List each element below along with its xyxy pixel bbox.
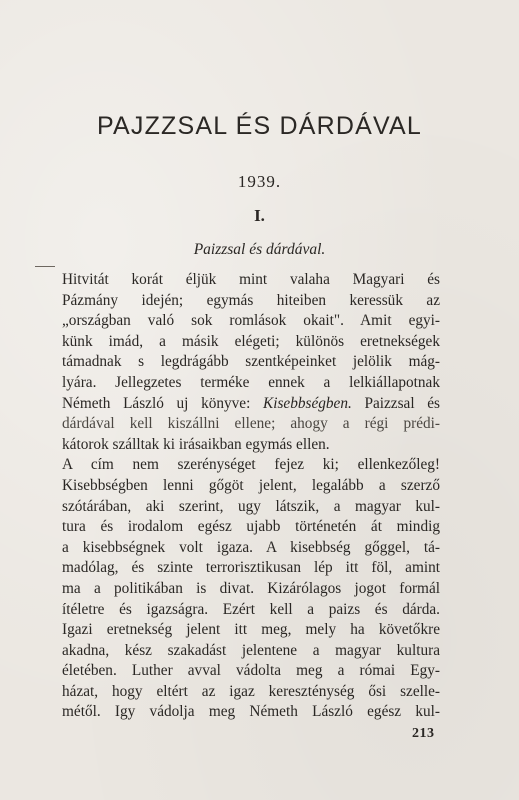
margin-dash — [35, 266, 55, 267]
chapter-year: 1939. — [237, 172, 282, 191]
page-number: 213 — [412, 726, 435, 741]
text-line-2: Pázmány idején; egymás hiteiben keressük az — [62, 291, 440, 309]
text-line-7 — [62, 394, 440, 415]
text-line-14: a kisebbségnek volt igaza. A kisebbség gőggel, tá- — [62, 538, 440, 556]
book-title: Kisebbségben. — [263, 394, 352, 412]
text-line-17: ítéletre és igazságra. Ezért kell a paizs és dárda. — [62, 600, 440, 618]
text-line-7-head: Németh László uj könyve: — [62, 394, 264, 412]
text-line-7-tail: Paizzsal és — [351, 394, 440, 412]
body-text — [62, 270, 440, 723]
text-line-1: Hitvitát korát éljük mint valaha Magyari és — [62, 271, 440, 288]
text-line-6: lyára. Jellegzetes terméke ennek a lelkiállapotnak — [62, 373, 440, 391]
text-line-22: métől. Igy vádolja meg Németh László egész kul- — [62, 703, 440, 721]
text-line-19: akadna, kész szakadást jelentene a magyar kultura — [62, 641, 440, 659]
text-line-9: kátorok szálltak ki irásaikban egymás ellen. — [62, 435, 330, 453]
text-line-13: tura és irodalom egész ujabb történetén át mindig — [62, 518, 440, 536]
section-title: Paizzsal és dárdával. — [193, 241, 326, 258]
text-line-12: szótárában, aki szerint, ugy látszik, a magyar kul- — [62, 497, 440, 515]
text-line-21: házat, hogy eltért az igaz kereszténység ősi szelle- — [62, 682, 440, 700]
text-line-20: életében. Luther avval vádolta meg a római Egy- — [62, 662, 440, 680]
chapter-title: PAJZZSAL ÉS DÁRDÁVAL — [96, 112, 422, 140]
text-line-15: madólag, és szinte terrorisztikusan lép itt föl, amint — [62, 559, 440, 577]
text-line-18: Igazi eretnekség jelent itt meg, mely ha követőkre — [62, 621, 440, 639]
text-line-3: „országban való sok romlások okait". Amit egyi- — [62, 312, 440, 330]
text-line-5: támadnak s legdrágább szentképeinket jelölik mág- — [62, 353, 440, 371]
text-line-10: A cím nem szerénységet fejez ki; ellenkezőleg! — [62, 456, 440, 474]
text-line-11: Kisebbségben lenni gőgöt jelent, legalább a szerző — [62, 476, 440, 494]
text-line-8: dárdával kell kiszállni ellene; ahogy a régi prédi- — [62, 415, 440, 433]
text-line-16: ma a politikában is divat. Kizárólagos jogot formál — [62, 579, 440, 597]
section-number: I. — [254, 206, 265, 225]
text-line-4: künk imád, a másik elégeti; különös eretnekségek — [62, 332, 440, 350]
